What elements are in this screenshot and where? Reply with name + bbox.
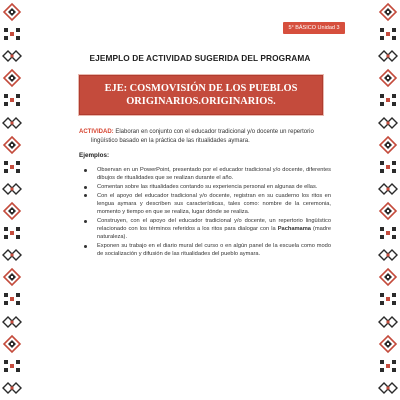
- example-text-4-after: (madre naturaleza).: [97, 226, 331, 241]
- example-text-5: Exponen su trabajo en el diario mural del curso o en algún panel de la escuela como modo de socialización y difusión de las ritualidades del pueblo aymara.: [97, 243, 331, 258]
- example-item-3: [79, 192, 331, 217]
- andean-motif-icon: [0, 378, 24, 398]
- andean-motif-icon: [0, 312, 24, 332]
- eje-title-line-1: EJE: COSMOVISIÓN DE LOS PUEBLOS: [104, 83, 298, 94]
- activity-text-line-1: Elaboran en conjunto con el educador tradicional y/o docente un repertorio: [113, 129, 314, 135]
- andean-motif-icon: [0, 245, 24, 265]
- example-item-4: [79, 217, 331, 242]
- andean-motif-icon: [0, 201, 24, 221]
- andean-motif-icon: [376, 90, 400, 110]
- examples-list: [79, 166, 331, 259]
- andean-motif-icon: [0, 90, 24, 110]
- bullet-icon: [84, 169, 87, 172]
- andean-motif-icon: [0, 135, 24, 155]
- andean-motif-icon: [376, 312, 400, 332]
- activity-text-line-2: lingüístico basado en la práctica de las ritualidades aymara.: [91, 137, 250, 144]
- andean-motif-icon: [376, 267, 400, 287]
- andean-motif-icon: [0, 179, 24, 199]
- example-text-2: Comentan sobre las ritualidades contando su experiencia personal en algunas de ellas.: [97, 184, 318, 190]
- example-item-1: [79, 166, 331, 182]
- bullet-icon: [84, 220, 87, 223]
- example-item-2: [79, 183, 331, 191]
- unit-badge: 5° BÁSICO Unidad 3: [283, 22, 345, 34]
- example-text-4-before: Construyen, con el apoyo del educador tradicional y/o docente, un repertorio lingüístico relacionado con los términos referidos a los ritos para dialogar con la: [97, 218, 331, 233]
- bullet-icon: [84, 245, 87, 248]
- examples-label: Ejemplos:: [79, 152, 110, 159]
- andean-motif-icon: [376, 24, 400, 44]
- eje-title-box: [79, 75, 323, 115]
- andean-motif-icon: [376, 201, 400, 221]
- andean-motif-icon: [0, 223, 24, 243]
- andean-motif-icon: [0, 289, 24, 309]
- example-text-3: Con el apoyo del educador tradicional y/o docente, registran en su cuaderno los ritos en lengua aymara y describen sus características, tales como: nombre de la ceremonia, momento y tiempo en que se realiza, lugar dónde se realiza.: [97, 192, 331, 216]
- andean-motif-icon: [376, 356, 400, 376]
- andean-motif-icon: [0, 356, 24, 376]
- andean-motif-icon: [376, 2, 400, 22]
- andean-motif-icon: [376, 135, 400, 155]
- andean-motif-icon: [0, 267, 24, 287]
- andean-motif-icon: [0, 113, 24, 133]
- andean-motif-icon: [376, 245, 400, 265]
- andean-motif-icon: [0, 2, 24, 22]
- activity-paragraph: [79, 128, 331, 145]
- andean-motif-icon: [376, 223, 400, 243]
- bullet-icon: [84, 194, 87, 197]
- andean-motif-icon: [0, 68, 24, 88]
- activity-label: ACTIVIDAD:: [79, 129, 114, 135]
- andean-motif-icon: [376, 378, 400, 398]
- program-title: EJEMPLO DE ACTIVIDAD SUGERIDA DEL PROGRAMA: [89, 53, 311, 63]
- andean-motif-icon: [376, 113, 400, 133]
- example-item-5: [79, 242, 331, 258]
- example-text-4-bold: Pachamama: [277, 226, 311, 233]
- andean-motif-icon: [376, 157, 400, 177]
- andean-motif-icon: [376, 289, 400, 309]
- andean-motif-icon: [0, 157, 24, 177]
- andean-motif-icon: [376, 179, 400, 199]
- andean-motif-icon: [0, 334, 24, 354]
- eje-title: [105, 82, 298, 108]
- andean-motif-icon: [376, 334, 400, 354]
- eje-title-line-2: ORIGINARIOS.ORIGINARIOS.: [126, 96, 276, 107]
- example-text-1: Observan en un PowerPoint, presentado por el educador tradicional y/o docente, diferentes dibujos de ritualidades que se realizan durante el año.: [97, 167, 331, 182]
- bullet-icon: [84, 186, 87, 189]
- andean-motif-icon: [376, 68, 400, 88]
- andean-motif-icon: [0, 24, 24, 44]
